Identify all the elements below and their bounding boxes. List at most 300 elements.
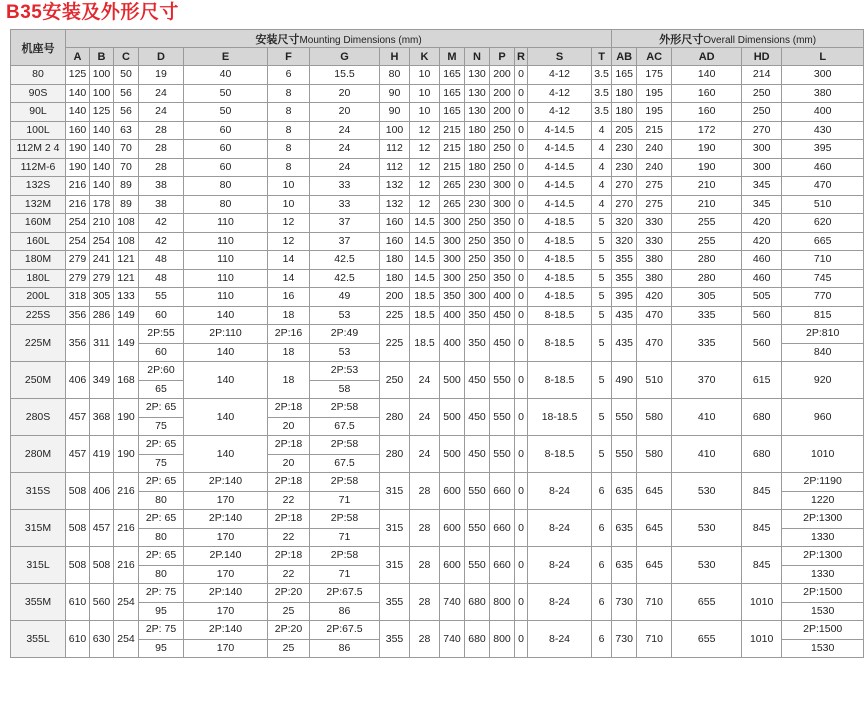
cell-ac: 380 — [637, 269, 672, 288]
cell-e: 110 — [184, 251, 268, 270]
column-header-h: H — [380, 48, 410, 66]
cell-h: 112 — [380, 158, 410, 177]
cell-g: 42.5 — [310, 269, 380, 288]
cell-c: 149 — [114, 325, 139, 362]
cell-c: 70 — [114, 140, 139, 159]
cell-b: 100 — [90, 84, 114, 103]
cell-ac: 330 — [637, 214, 672, 233]
cell-hd: 250 — [742, 84, 782, 103]
cell-t: 4 — [592, 140, 612, 159]
cell-s: 4-18.5 — [528, 288, 592, 307]
cell-k: 28 — [410, 510, 440, 547]
cell-n: 450 — [465, 362, 490, 399]
cell-l: 620 — [782, 214, 864, 233]
cell-d: 2P: 65 — [139, 473, 184, 492]
cell-a: 356 — [66, 325, 90, 362]
cell-h: 132 — [380, 177, 410, 196]
cell-c: 50 — [114, 66, 139, 85]
cell-m: 300 — [440, 251, 465, 270]
model-cell: 112M 2 4 — [11, 140, 66, 159]
cell-n: 250 — [465, 251, 490, 270]
cell-r: 0 — [515, 140, 528, 159]
cell-l: 665 — [782, 232, 864, 251]
cell-c: 70 — [114, 158, 139, 177]
table-row — [11, 140, 864, 159]
cell-k: 28 — [410, 584, 440, 621]
cell-m: 400 — [440, 306, 465, 325]
cell-ab: 320 — [612, 214, 637, 233]
cell-g: 2P:53 — [310, 362, 380, 381]
cell-f: 22 — [268, 565, 310, 584]
cell-hd: 420 — [742, 214, 782, 233]
overall-cn-label: 外形尺寸 — [659, 33, 704, 46]
model-cell: 180L — [11, 269, 66, 288]
cell-hd: 845 — [742, 510, 782, 547]
cell-s: 4-18.5 — [528, 269, 592, 288]
cell-hd: 460 — [742, 269, 782, 288]
model-cell: 225S — [11, 306, 66, 325]
table-row — [11, 269, 864, 288]
cell-a: 254 — [66, 214, 90, 233]
model-cell: 200L — [11, 288, 66, 307]
cell-k: 12 — [410, 195, 440, 214]
cell-s: 8-24 — [528, 473, 592, 510]
cell-ad: 160 — [672, 84, 742, 103]
cell-k: 14.5 — [410, 232, 440, 251]
cell-c: 121 — [114, 269, 139, 288]
column-header-r: R — [515, 48, 528, 66]
cell-e: 80 — [184, 177, 268, 196]
cell-t: 4 — [592, 121, 612, 140]
cell-g: 2P:49 — [310, 325, 380, 344]
cell-l: 840 — [782, 343, 864, 362]
cell-f: 2P:20 — [268, 621, 310, 640]
cell-p: 550 — [490, 362, 515, 399]
cell-a: 279 — [66, 251, 90, 270]
cell-a: 356 — [66, 306, 90, 325]
cell-e: 110 — [184, 269, 268, 288]
cell-r: 0 — [515, 473, 528, 510]
cell-d: 60 — [139, 343, 184, 362]
cell-l: 815 — [782, 306, 864, 325]
cell-t: 3.5 — [592, 103, 612, 122]
cell-l: 1330 — [782, 565, 864, 584]
cell-d: 2P: 65 — [139, 399, 184, 418]
cell-t: 6 — [592, 547, 612, 584]
cell-t: 3.5 — [592, 66, 612, 85]
cell-g: 2P:67.5 — [310, 584, 380, 603]
cell-d: 2P: 65 — [139, 510, 184, 529]
cell-n: 450 — [465, 399, 490, 436]
cell-ad: 530 — [672, 473, 742, 510]
cell-f: 25 — [268, 602, 310, 621]
cell-l: 920 — [782, 362, 864, 399]
cell-n: 300 — [465, 288, 490, 307]
cell-d: 24 — [139, 103, 184, 122]
cell-b: 241 — [90, 251, 114, 270]
cell-a: 457 — [66, 399, 90, 436]
cell-e: 110 — [184, 288, 268, 307]
model-cell: 180M — [11, 251, 66, 270]
model-cell: 132M — [11, 195, 66, 214]
cell-c: 63 — [114, 121, 139, 140]
cell-d: 2P: 75 — [139, 584, 184, 603]
cell-ad: 530 — [672, 547, 742, 584]
cell-f: 2P:18 — [268, 547, 310, 566]
column-header-l: L — [782, 48, 864, 66]
cell-b: 349 — [90, 362, 114, 399]
cell-p: 350 — [490, 251, 515, 270]
cell-a: 160 — [66, 121, 90, 140]
cell-k: 24 — [410, 362, 440, 399]
cell-t: 6 — [592, 510, 612, 547]
cell-ad: 190 — [672, 158, 742, 177]
cell-m: 215 — [440, 121, 465, 140]
cell-e: 2P.140 — [184, 547, 268, 566]
cell-g: 20 — [310, 103, 380, 122]
cell-ac: 240 — [637, 158, 672, 177]
cell-k: 12 — [410, 177, 440, 196]
cell-e: 60 — [184, 140, 268, 159]
model-cell: 100L — [11, 121, 66, 140]
cell-ab: 165 — [612, 66, 637, 85]
cell-h: 100 — [380, 121, 410, 140]
cell-h: 180 — [380, 269, 410, 288]
cell-l: 510 — [782, 195, 864, 214]
cell-e: 170 — [184, 639, 268, 658]
model-cell: 315M — [11, 510, 66, 547]
cell-f: 2P:16 — [268, 325, 310, 344]
cell-h: 225 — [380, 325, 410, 362]
cell-ab: 180 — [612, 84, 637, 103]
cell-b: 286 — [90, 306, 114, 325]
cell-h: 280 — [380, 436, 410, 473]
cell-p: 200 — [490, 103, 515, 122]
cell-p: 200 — [490, 66, 515, 85]
column-header-g: G — [310, 48, 380, 66]
cell-l: 745 — [782, 269, 864, 288]
cell-h: 315 — [380, 510, 410, 547]
cell-l: 460 — [782, 158, 864, 177]
cell-s: 4-12 — [528, 66, 592, 85]
cell-ac: 645 — [637, 473, 672, 510]
cell-ad: 305 — [672, 288, 742, 307]
model-cell: 355L — [11, 621, 66, 658]
cell-t: 4 — [592, 177, 612, 196]
cell-n: 250 — [465, 232, 490, 251]
cell-e: 2P:140 — [184, 473, 268, 492]
cell-p: 660 — [490, 510, 515, 547]
cell-g: 20 — [310, 84, 380, 103]
cell-g: 86 — [310, 602, 380, 621]
cell-n: 680 — [465, 621, 490, 658]
cell-h: 80 — [380, 66, 410, 85]
cell-l: 2P:1300 — [782, 510, 864, 529]
cell-b: 508 — [90, 547, 114, 584]
cell-ad: 255 — [672, 232, 742, 251]
cell-a: 140 — [66, 103, 90, 122]
cell-hd: 300 — [742, 158, 782, 177]
cell-m: 165 — [440, 84, 465, 103]
cell-ad: 410 — [672, 436, 742, 473]
cell-d: 95 — [139, 602, 184, 621]
cell-ad: 140 — [672, 66, 742, 85]
cell-f: 6 — [268, 66, 310, 85]
cell-d: 48 — [139, 251, 184, 270]
cell-ac: 275 — [637, 195, 672, 214]
cell-l: 1530 — [782, 602, 864, 621]
cell-r: 0 — [515, 510, 528, 547]
cell-g: 71 — [310, 491, 380, 510]
cell-p: 400 — [490, 288, 515, 307]
cell-m: 500 — [440, 362, 465, 399]
cell-k: 24 — [410, 399, 440, 436]
cell-t: 4 — [592, 195, 612, 214]
model-cell: 132S — [11, 177, 66, 196]
cell-ab: 730 — [612, 584, 637, 621]
cell-r: 0 — [515, 177, 528, 196]
cell-m: 600 — [440, 510, 465, 547]
table-body — [11, 66, 864, 658]
cell-ab: 270 — [612, 195, 637, 214]
cell-l: 470 — [782, 177, 864, 196]
cell-c: 168 — [114, 362, 139, 399]
cell-ad: 255 — [672, 214, 742, 233]
column-header-b: B — [90, 48, 114, 66]
cell-l: 2P:1300 — [782, 547, 864, 566]
cell-hd: 560 — [742, 325, 782, 362]
cell-r: 0 — [515, 66, 528, 85]
cell-ac: 710 — [637, 584, 672, 621]
cell-b: 254 — [90, 232, 114, 251]
cell-e: 140 — [184, 362, 268, 399]
column-header-f: F — [268, 48, 310, 66]
column-header-t: T — [592, 48, 612, 66]
cell-n: 550 — [465, 510, 490, 547]
cell-e: 80 — [184, 195, 268, 214]
table-row — [11, 232, 864, 251]
cell-d: 28 — [139, 121, 184, 140]
cell-ac: 215 — [637, 121, 672, 140]
cell-a: 457 — [66, 436, 90, 473]
cell-m: 165 — [440, 66, 465, 85]
cell-c: 254 — [114, 584, 139, 621]
cell-k: 10 — [410, 66, 440, 85]
cell-ad: 160 — [672, 103, 742, 122]
cell-g: 71 — [310, 528, 380, 547]
cell-t: 5 — [592, 399, 612, 436]
cell-l: 960 — [782, 399, 864, 436]
cell-ab: 355 — [612, 269, 637, 288]
cell-g: 67.5 — [310, 417, 380, 436]
cell-c: 190 — [114, 436, 139, 473]
cell-ab: 550 — [612, 436, 637, 473]
cell-m: 600 — [440, 547, 465, 584]
mounting-en-label: Mounting Dimensions (mm) — [299, 34, 422, 46]
cell-s: 4-18.5 — [528, 214, 592, 233]
cell-ab: 355 — [612, 251, 637, 270]
cell-hd: 300 — [742, 140, 782, 159]
cell-d: 80 — [139, 491, 184, 510]
cell-c: 254 — [114, 621, 139, 658]
model-cell: 315S — [11, 473, 66, 510]
cell-d: 80 — [139, 528, 184, 547]
cell-t: 6 — [592, 621, 612, 658]
cell-a: 318 — [66, 288, 90, 307]
cell-hd: 1010 — [742, 621, 782, 658]
cell-ad: 210 — [672, 177, 742, 196]
cell-ac: 580 — [637, 399, 672, 436]
cell-d: 38 — [139, 195, 184, 214]
cell-d: 19 — [139, 66, 184, 85]
cell-s: 8-18.5 — [528, 306, 592, 325]
cell-f: 18 — [268, 362, 310, 399]
table-header — [11, 30, 864, 66]
cell-ac: 470 — [637, 325, 672, 362]
table-row — [11, 214, 864, 233]
cell-l: 2P:1500 — [782, 584, 864, 603]
table-row — [11, 103, 864, 122]
cell-a: 610 — [66, 584, 90, 621]
cell-ad: 370 — [672, 362, 742, 399]
table-row — [11, 251, 864, 270]
cell-hd: 680 — [742, 436, 782, 473]
overall-dimensions-header — [612, 30, 864, 48]
cell-k: 18.5 — [410, 288, 440, 307]
cell-s: 4-14.5 — [528, 177, 592, 196]
cell-ac: 380 — [637, 251, 672, 270]
cell-a: 190 — [66, 158, 90, 177]
cell-s: 4-14.5 — [528, 140, 592, 159]
cell-ac: 240 — [637, 140, 672, 159]
cell-h: 90 — [380, 84, 410, 103]
cell-r: 0 — [515, 269, 528, 288]
cell-g: 86 — [310, 639, 380, 658]
cell-h: 132 — [380, 195, 410, 214]
model-header: 机座号 — [11, 30, 66, 66]
cell-f: 12 — [268, 214, 310, 233]
cell-ab: 635 — [612, 547, 637, 584]
cell-ad: 190 — [672, 140, 742, 159]
cell-ad: 335 — [672, 325, 742, 362]
cell-f: 12 — [268, 232, 310, 251]
page-title: B35安装及外形尺寸 — [6, 2, 179, 23]
cell-hd: 250 — [742, 103, 782, 122]
cell-e: 60 — [184, 158, 268, 177]
cell-f: 25 — [268, 639, 310, 658]
cell-e: 110 — [184, 214, 268, 233]
cell-n: 230 — [465, 195, 490, 214]
cell-e: 140 — [184, 436, 268, 473]
cell-f: 22 — [268, 491, 310, 510]
cell-f: 10 — [268, 195, 310, 214]
column-header-d: D — [139, 48, 184, 66]
cell-g: 24 — [310, 158, 380, 177]
cell-f: 8 — [268, 84, 310, 103]
cell-n: 550 — [465, 547, 490, 584]
cell-k: 10 — [410, 103, 440, 122]
cell-d: 75 — [139, 417, 184, 436]
cell-m: 500 — [440, 436, 465, 473]
cell-b: 311 — [90, 325, 114, 362]
cell-b: 210 — [90, 214, 114, 233]
cell-m: 215 — [440, 158, 465, 177]
column-header-row — [11, 48, 864, 66]
cell-b: 457 — [90, 510, 114, 547]
cell-f: 22 — [268, 528, 310, 547]
cell-a: 216 — [66, 195, 90, 214]
cell-ad: 410 — [672, 399, 742, 436]
cell-b: 368 — [90, 399, 114, 436]
cell-ac: 275 — [637, 177, 672, 196]
cell-m: 215 — [440, 140, 465, 159]
cell-p: 300 — [490, 195, 515, 214]
cell-r: 0 — [515, 436, 528, 473]
cell-p: 250 — [490, 158, 515, 177]
cell-ac: 330 — [637, 232, 672, 251]
cell-hd: 505 — [742, 288, 782, 307]
cell-t: 5 — [592, 251, 612, 270]
cell-r: 0 — [515, 621, 528, 658]
cell-d: 60 — [139, 306, 184, 325]
cell-f: 2P:18 — [268, 510, 310, 529]
cell-e: 140 — [184, 399, 268, 436]
cell-ad: 655 — [672, 584, 742, 621]
cell-b: 560 — [90, 584, 114, 621]
cell-hd: 345 — [742, 195, 782, 214]
cell-p: 450 — [490, 306, 515, 325]
cell-c: 56 — [114, 103, 139, 122]
cell-b: 100 — [90, 66, 114, 85]
cell-d: 75 — [139, 454, 184, 473]
cell-b: 279 — [90, 269, 114, 288]
cell-a: 508 — [66, 473, 90, 510]
cell-ab: 490 — [612, 362, 637, 399]
cell-hd: 1010 — [742, 584, 782, 621]
cell-t: 5 — [592, 232, 612, 251]
cell-p: 660 — [490, 473, 515, 510]
cell-k: 24 — [410, 436, 440, 473]
cell-n: 250 — [465, 214, 490, 233]
cell-ab: 180 — [612, 103, 637, 122]
model-cell: 112M-6 — [11, 158, 66, 177]
cell-k: 18.5 — [410, 325, 440, 362]
cell-hd: 460 — [742, 251, 782, 270]
table-row — [11, 177, 864, 196]
cell-ac: 645 — [637, 547, 672, 584]
cell-d: 28 — [139, 140, 184, 159]
cell-b: 125 — [90, 103, 114, 122]
cell-g: 33 — [310, 177, 380, 196]
cell-p: 250 — [490, 121, 515, 140]
column-header-k: K — [410, 48, 440, 66]
cell-s: 8-24 — [528, 547, 592, 584]
cell-e: 170 — [184, 491, 268, 510]
cell-ad: 172 — [672, 121, 742, 140]
cell-g: 2P:58 — [310, 473, 380, 492]
model-cell: 280S — [11, 399, 66, 436]
cell-f: 2P:18 — [268, 473, 310, 492]
cell-s: 8-24 — [528, 584, 592, 621]
cell-r: 0 — [515, 195, 528, 214]
cell-a: 508 — [66, 510, 90, 547]
cell-hd: 680 — [742, 399, 782, 436]
cell-d: 28 — [139, 158, 184, 177]
cell-h: 90 — [380, 103, 410, 122]
cell-h: 160 — [380, 214, 410, 233]
cell-h: 225 — [380, 306, 410, 325]
cell-t: 5 — [592, 288, 612, 307]
